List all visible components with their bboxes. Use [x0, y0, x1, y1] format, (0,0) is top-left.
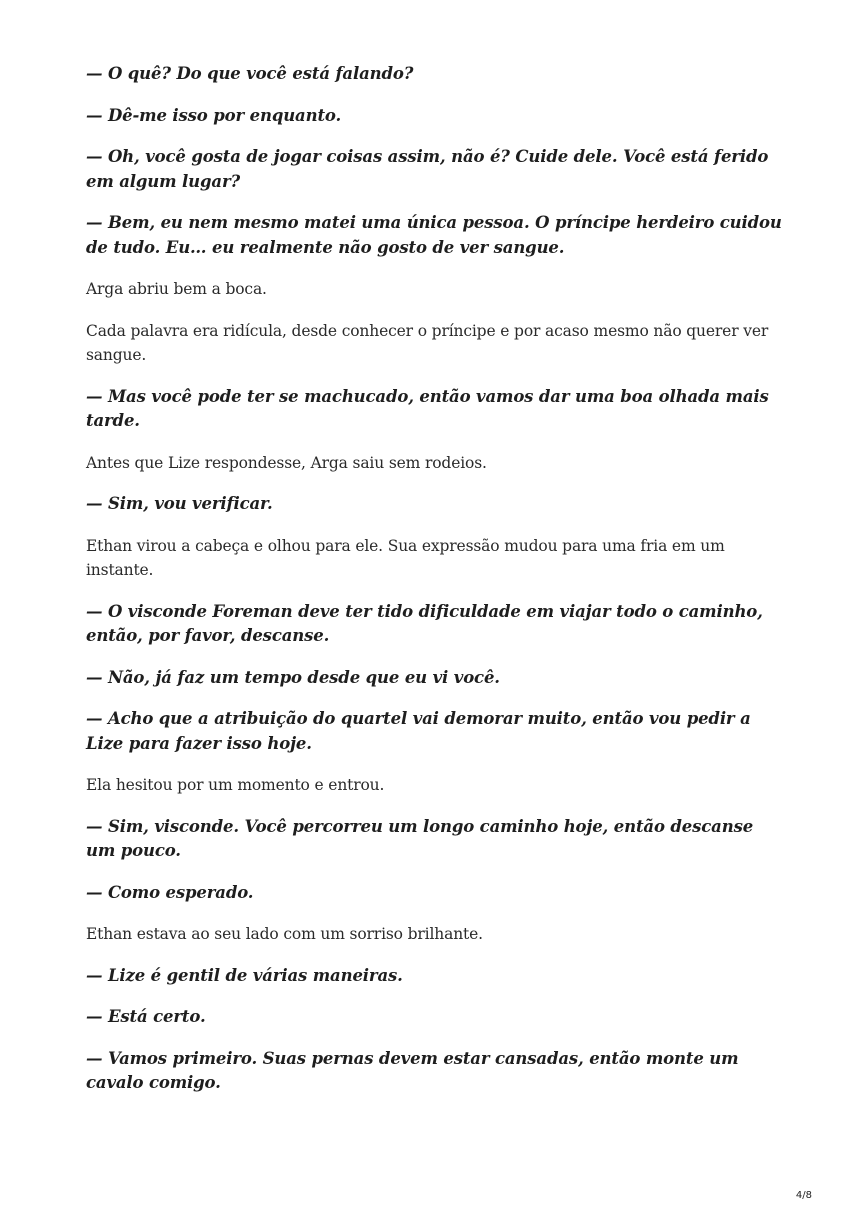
dialogue-paragraph: — Acho que a atribuição do quartel vai demorar muito, então vou pedir a Lize para fazer isso hoje. — [86, 709, 751, 753]
dialogue-paragraph: — Sim, visconde. Você percorreu um longo caminho hoje, então descanse um pouco. — [86, 816, 754, 860]
narration-paragraph: Ela hesitou por um momento e entrou. — [86, 776, 385, 794]
dialogue-paragraph: — Mas você pode ter se machucado, então vamos dar uma boa olhada mais tarde. — [86, 386, 769, 430]
dialogue-paragraph: — Lize é gentil de várias maneiras. — [86, 965, 403, 985]
narration-paragraph: Antes que Lize respondesse, Arga saiu sem rodeios. — [86, 453, 487, 472]
dialogue-paragraph: — Está certo. — [86, 1007, 206, 1026]
narration-paragraph: Arga abriu bem a boca. — [86, 280, 267, 298]
dialogue-paragraph: — Não, já faz um tempo desde que eu vi você. — [86, 667, 500, 687]
dialogue-paragraph: — Como esperado. — [86, 882, 254, 902]
narration-paragraph: Ethan virou a cabeça e olhou para ele. Sua expressão mudou para uma fria em um instante. — [86, 536, 725, 579]
page-number: 4/8 — [795, 1190, 812, 1201]
dialogue-paragraph: — O quê? Do que você está falando? — [86, 64, 414, 83]
dialogue-paragraph: — Vamos primeiro. Suas pernas devem estar cansadas, então monte um cavalo comigo. — [86, 1048, 739, 1092]
dialogue-paragraph: — Bem, eu nem mesmo matei uma única pessoa. O príncipe herdeiro cuidou de tudo. Eu… eu realmente não gosto de ver sangue. — [86, 213, 782, 257]
document-body — [86, 62, 786, 1113]
dialogue-paragraph: — Sim, vou verificar. — [86, 494, 273, 513]
narration-paragraph: Cada palavra era ridícula, desde conhecer o príncipe e por acaso mesmo não querer ver sangue. — [86, 321, 769, 364]
narration-paragraph: Ethan estava ao seu lado com um sorriso brilhante. — [86, 925, 483, 943]
dialogue-paragraph: — Oh, você gosta de jogar coisas assim, não é? Cuide dele. Você está ferido em algum lugar? — [86, 147, 769, 191]
dialogue-paragraph: — Dê-me isso por enquanto. — [86, 105, 342, 125]
dialogue-paragraph: — O visconde Foreman deve ter tido dificuldade em viajar todo o caminho, então, por favor, descanse. — [86, 601, 763, 645]
